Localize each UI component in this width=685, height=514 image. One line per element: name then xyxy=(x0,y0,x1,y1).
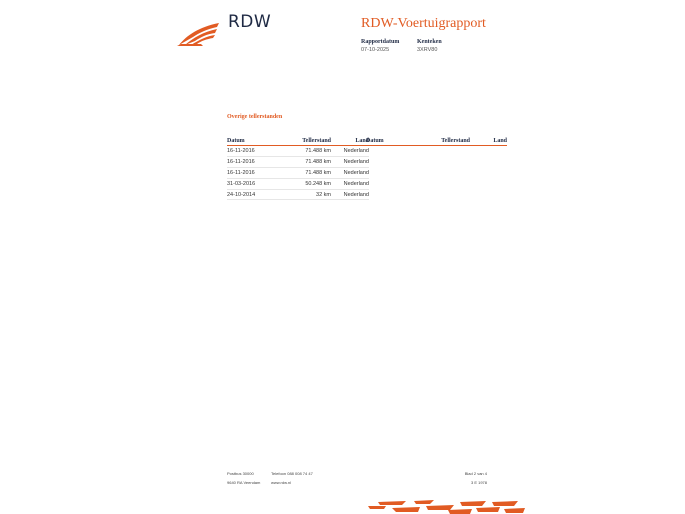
footer-code: 3 E 1978 xyxy=(470,480,487,485)
column-header-tellerstand: Tellerstand xyxy=(413,137,470,146)
cell-datum: 16-11-2016 xyxy=(227,167,274,178)
table-row xyxy=(227,156,369,167)
report-date-value: 07-10-2025 xyxy=(361,47,390,53)
section-title: Overige tellerstanden xyxy=(227,114,283,120)
cell-land: Nederland xyxy=(331,167,369,178)
odometer-table xyxy=(227,137,369,200)
rdw-logo-icon xyxy=(177,21,221,47)
column-header-land: Land xyxy=(470,137,507,146)
footer-decoration-graphic xyxy=(368,500,525,514)
cell-land: Nederland xyxy=(331,146,369,157)
report-title: RDW-Voertuigrapport xyxy=(361,16,486,31)
column-header-datum: Datum xyxy=(227,137,274,146)
odometer-table-right xyxy=(366,137,507,146)
logo-text: RDW xyxy=(228,12,272,32)
table-row xyxy=(227,146,369,157)
cell-datum: 24-10-2014 xyxy=(227,189,274,200)
table-row xyxy=(227,178,369,189)
footer-website: www.rdw.nl xyxy=(271,480,292,485)
footer-phone: Telefoon 088 008 74 47 xyxy=(271,471,313,476)
cell-land: Nederland xyxy=(331,189,369,200)
column-header-land: Land xyxy=(331,137,369,146)
table-row xyxy=(227,189,369,200)
footer-address-line2: 9640 RA Veendam xyxy=(227,480,261,485)
table-row xyxy=(227,167,369,178)
cell-tellerstand: 32 km xyxy=(274,189,331,200)
cell-datum: 16-11-2016 xyxy=(227,146,274,157)
cell-tellerstand: 50.248 km xyxy=(274,178,331,189)
cell-datum: 16-11-2016 xyxy=(227,156,274,167)
license-plate-value: 3XRV80 xyxy=(417,47,438,53)
cell-datum: 31-03-2016 xyxy=(227,178,274,189)
cell-land: Nederland xyxy=(331,156,369,167)
footer-page-number: Blad 2 van 4 xyxy=(464,471,487,476)
cell-tellerstand: 71.488 km xyxy=(274,156,331,167)
column-header-tellerstand: Tellerstand xyxy=(274,137,331,146)
column-header-datum: Datum xyxy=(366,137,413,146)
footer-address-line1: Postbus 30000 xyxy=(227,471,254,476)
cell-tellerstand: 71.488 km xyxy=(274,146,331,157)
cell-land: Nederland xyxy=(331,178,369,189)
cell-tellerstand: 71.488 km xyxy=(274,167,331,178)
license-plate-label: Kenteken xyxy=(417,39,442,45)
report-date-label: Rapportdatum xyxy=(361,39,400,45)
